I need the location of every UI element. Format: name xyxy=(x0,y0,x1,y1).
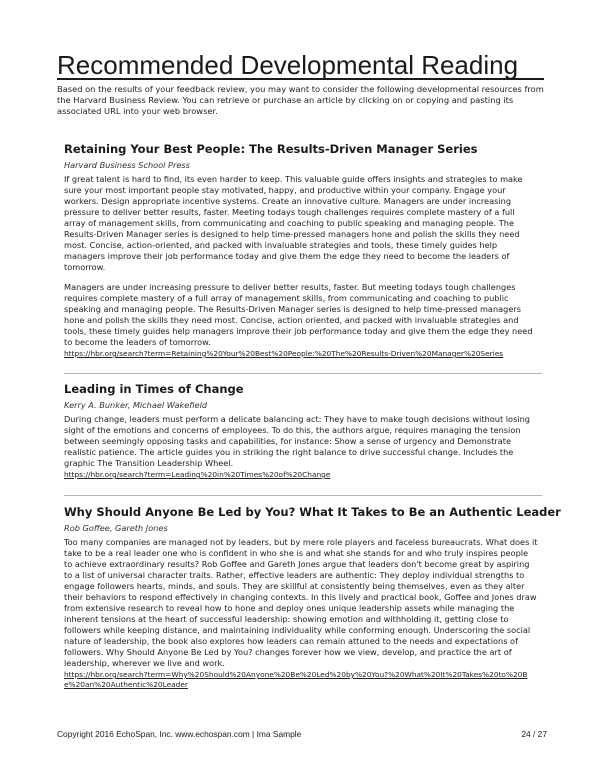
intro-text: Based on the results of your feedback review, you may want to consider the following developmental resources from the Harvard Business Review. You can retrieve or purchase an article by clicking on or copying and pasting its associated URL into your web browser. xyxy=(57,84,544,116)
article-divider xyxy=(64,495,542,496)
page-title: Recommended Developmental Reading xyxy=(57,50,519,80)
article-url-link[interactable]: https://hbr.org/search?term=Leading%20in%20Times%20of%20Change xyxy=(64,470,331,479)
article-authors: Kerry A. Bunker, Michael Wakefield xyxy=(64,400,208,410)
article-why-should-anyone-be-led xyxy=(64,505,561,690)
article-paragraph: Managers are under increasing pressure to deliver better results, faster. But meeting todays tough challenges requires complete mastery of a full array of management skills, from communicating and coaching to public speaking and managing people. The Results-Driven Manager series is designed to help time-pressed managers hone and polish the skills they need most. Concise, action oriented, and packed with invaluable strategies and tools, these timely guides help managers improve their job performance today and give them the edge they need to become the leaders of tomorrow. xyxy=(64,282,533,347)
article-paragraph: Too many companies are managed not by leaders, but by mere role players and faceless bureaucrats. What does it take to be a real leader one who is confident in who she is and what she stands for and who truly inspires people to achieve extraordinary results? Rob Goffee and Gareth Jones argue that leaders don't become great by aspiring to a list of universal character traits. Rather, effective leaders are authentic: They deploy individual strengths to engage followers hearts, minds, and souls. They are skillful at consistently being themselves, even as they alter their behaviors to respond effectively in changing contexts. In this lively and practical book, Goffee and Jones draw from extensive research to reveal how to hone and deploy ones unique leadership assets while managing the inherent tensions at the heart of successful leadership: showing emotion and withholding it, getting close to followers while keeping distance, and maintaining individuality while conforming enough. Underscoring the social nature of leadership, the book also explores how leaders can remain attuned to the needs and expectations of followers. Why Should Anyone Be Led by You? changes forever how we view, develop, and practice the art of leadership, wherever we live and work. xyxy=(64,537,538,668)
article-title: Retaining Your Best People: The Results-Driven Manager Series xyxy=(64,142,478,156)
title-rule xyxy=(57,78,544,80)
article-title: Leading in Times of Change xyxy=(64,382,244,396)
article-authors: Rob Goffee, Gareth Jones xyxy=(64,523,168,533)
article-title: Why Should Anyone Be Led by You? What It Takes to Be an Authentic Leader xyxy=(64,505,561,519)
article-leading-times-of-change xyxy=(64,382,538,480)
article-url-link[interactable]: https://hbr.org/search?term=Why%20Should%20Anyone%20Be%20Led%20by%20You?%20What%20It%20Takes%20to%20Be%20an%20Authentic%20Leader xyxy=(64,670,528,689)
article-url-link[interactable]: https://hbr.org/search?term=Retaining%20Your%20Best%20People:%20The%20Results-Driven%20Manager%20Series xyxy=(64,349,504,358)
article-retaining-best-people xyxy=(64,142,538,359)
article-paragraph: During change, leaders must perform a delicate balancing act: They have to make tough decisions without losing sight of the emotions and concerns of employees. To do this, the authors argue, requires managing the tension between seemingly opposing tasks and capabilities, for instance: Show a sense of urgency and Demonstrate realistic patience. The article guides you in striking the right balance to drive successful change. Includes the graphic The Transition Leadership Wheel. xyxy=(64,414,530,468)
article-authors: Harvard Business School Press xyxy=(64,160,190,170)
footer-page-number: 24 / 27 xyxy=(521,729,547,739)
article-divider xyxy=(64,373,542,374)
article-paragraph: If great talent is hard to find, its even harder to keep. This valuable guide offers insights and strategies to make sure your most important people stay motivated, happy, and productive within your company. Engage your workers. Design appropriate incentive systems. Create an innovative culture. Managers are under increasing pressure to deliver better results, faster. Meeting todays tough challenges requires complete mastery of a full array of management skills, from communicating and coaching to public speaking and managing people. The Results-Driven Manager series is designed to help time-pressed managers hone and polish the skills they need most. Concise, action-oriented, and packed with invaluable strategies and tools, these timely guides help managers improve their job performance today and give them the edge they need to become the leaders of tomorrow. xyxy=(64,174,523,272)
footer-copyright: Copyright 2016 EchoSpan, Inc. www.echospan.com | Ima Sample xyxy=(57,729,302,739)
